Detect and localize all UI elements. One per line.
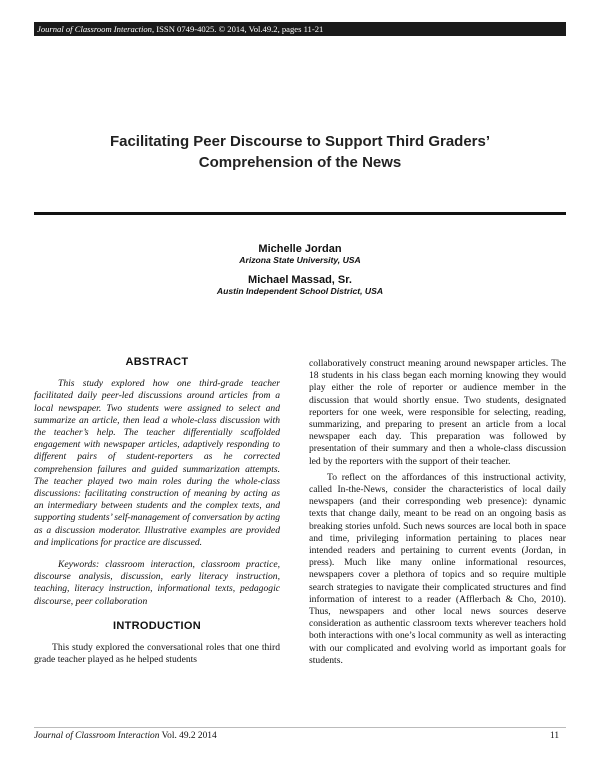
abstract-heading: ABSTRACT [125,356,189,368]
title-line-2: Comprehension of the News [198,154,402,171]
author-affiliation: Austin Independent School District, USA [216,286,384,296]
journal-header-bar [34,22,566,36]
introduction-heading: INTRODUCTION [113,619,201,632]
header-journal-name: Journal of Classroom Interaction [37,24,152,34]
title-line-1: Facilitating Peer Discourse to Support Third Graders’ [109,133,491,150]
left-column [34,356,280,666]
footer-journal-name: Journal of Classroom Interaction [34,731,160,741]
author-affiliation: Arizona State University, USA [239,255,361,265]
body-paragraph-2: To reflect on the affordances of this instructional activity, called In-the-News, consider the characteristics of local daily newspapers (and their corresponding web presence): dynamic texts that change daily, meant to be read on an ongoing basis as breaking stories unfold. Such news sources are local both in space and time, privileging information pertaining to places near intended readers and pertaining to current events (Jordan, in press). Much like many online informational resources, newspapers cover a plethora of topics and so require multiple search strategies to navigate their complicated structures and find information of interest to a reader (Afflerbach & Cho, 2010). Thus, newspapers and other local news sources deserve consideration as authentic classroom texts wherever teachers hold both interactions with one’s local community as well as interacting with our complicated and evolving world as important goals for students. [309,471,566,666]
title-divider [34,212,566,215]
introduction-text: This study explored the conversational roles that one third grade teacher played as he helped students [34,642,280,666]
author-2 [0,274,600,296]
abstract-text: This study explored how one third-grade teacher facilitated daily peer-led discussions around articles from a local newspaper. Two students were assigned to select and summarize an article, then lead a whole-class discussion with the teacher’s help. The teacher differentially scaffolded engagement with newspaper articles, adaptively responding to different pairs of student-reporters as he corrected comprehension failures and guided summarization attempts. The teacher played two main roles during the whole-class discussions: facilitating construction of meaning by acting as an intermediary between students and the complex texts, and supporting students’ self-management of conversation by acting as a discussion moderator. Illustrative examples are provided and implications for practice are discussed. [34,378,280,548]
keywords-text: Keywords: classroom interaction, classroom practice, discourse analysis, discussion, early literacy instruction, teaching, literacy instruction, informational texts, pedagogic discourse, peer collaboration [34,559,280,607]
header-details: , ISSN 0749-4025. © 2014, Vol.49.2, pages 11-21 [151,24,324,34]
right-column [309,358,566,667]
page-number: 11 [550,731,560,741]
body-paragraph-1: collaboratively construct meaning around newspaper articles. The 18 students in his class began each morning knowing they would play either the role of reporter or audience member in the discussion that would shortly ensue. Two students, designated reporters for one week, were responsible for selecting, reading, summarizing, and preparing to present an article from a local newspaper each day. This preparation was followed by presentation of their summary and then a whole-class discussion led by the reporters with the support of their teacher. [309,358,566,467]
footer-citation [34,731,217,741]
author-name: Michelle Jordan [258,243,342,255]
author-1 [0,243,600,265]
footer-divider [34,727,566,728]
footer-volume: Vol. 49.2 2014 [159,731,217,741]
article-title [0,131,600,173]
author-name: Michael Massad, Sr. [248,274,352,286]
